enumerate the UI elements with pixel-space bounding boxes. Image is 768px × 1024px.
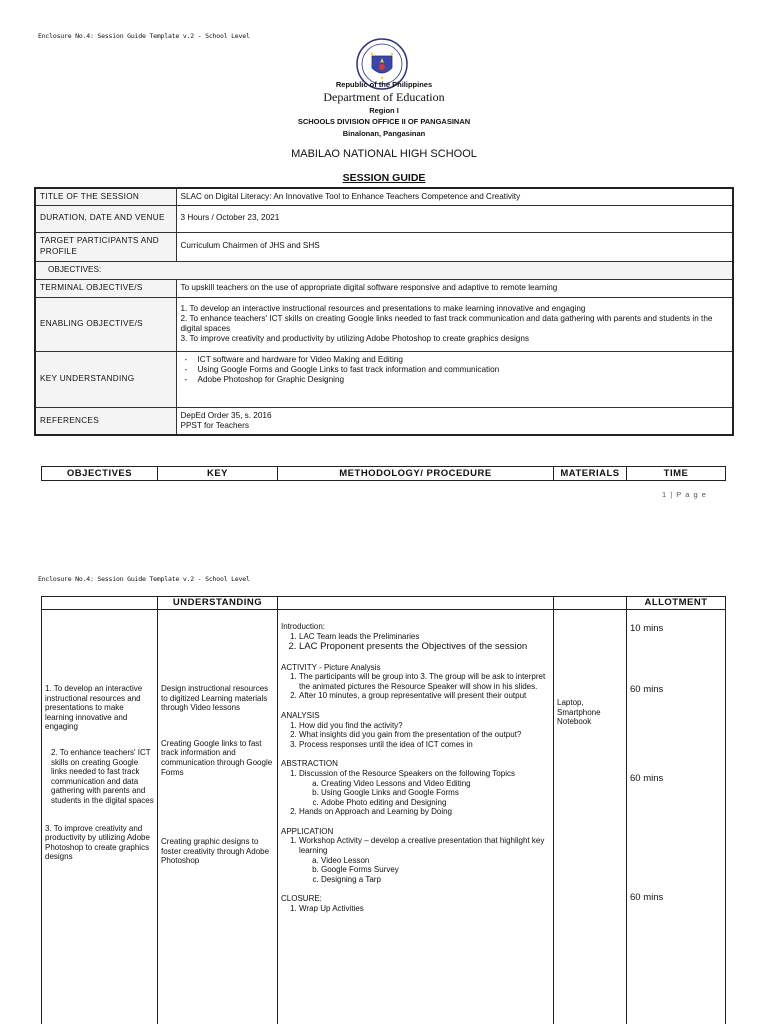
division-label: SCHOOLS DIVISION OFFICE II OF PANGASINAN [297, 117, 471, 126]
list-item: b. Using Google Links and Google Forms [321, 788, 550, 798]
republic-label: Republic of the Philippines [335, 80, 433, 89]
list-item: a. Video Lesson [321, 856, 550, 866]
table-row [35, 297, 733, 351]
list-item: 2. Hands on Approach and Learning by Doing [299, 807, 550, 817]
list-item: 2. After 10 minutes, a group representative will present their output [299, 691, 550, 701]
list-item: 1. Wrap Up Activities [299, 904, 550, 914]
list-item: 2. What insights did you gain from the presentation of the output? [299, 730, 550, 740]
duration-value: 3 Hours / October 23, 2021 [176, 205, 733, 232]
list-item: PPST for Teachers [180, 420, 249, 430]
list-item: - Using Google Forms and Google Links to fast track information and communication [185, 365, 729, 375]
school-name: MABILAO NATIONAL HIGH SCHOOL [291, 148, 477, 160]
table-row [35, 188, 733, 205]
materials-cell [554, 610, 627, 1024]
list-item: Smartphone [557, 707, 601, 717]
list-item: a. Creating Video Lessons and Video Editing [321, 779, 550, 789]
key-understanding-cell [158, 610, 278, 1024]
session-info-table [34, 187, 734, 436]
intro-heading: Introduction: [281, 622, 326, 631]
table-row [35, 407, 733, 435]
list-item: 3. To improve creativity and productivity by utilizing Adobe Photoshop to create graphics designs [45, 823, 150, 862]
time-value: 60 mins [630, 772, 664, 784]
references-value [176, 407, 733, 435]
list-item: 3. Process responses until the idea of ICT comes in [299, 740, 550, 750]
list-item-text: Workshop Activity – develop a creative presentation that highlight key learning [299, 836, 545, 856]
list-item: 2. LAC Proponent presents the Objectives of the session [299, 641, 550, 652]
activity-heading: ACTIVITY - Picture Analysis [281, 662, 381, 672]
col-objectives: OBJECTIVES [42, 467, 158, 481]
page-number: 1 | P a g e [662, 490, 707, 499]
enabling-label: ENABLING OBJECTIVE/S [35, 297, 176, 351]
terminal-label: TERMINAL OBJECTIVE/S [35, 279, 176, 297]
list-item: 2. To enhance teachers' ICT skills on creating Google links needed to fast track communication and data gathering with parents and students in the digital spaces [180, 313, 713, 333]
table-row [35, 279, 733, 297]
list-item: Notebook [557, 717, 592, 727]
list-item: Design instructional resources to digitized Learning materials through Video lessons [161, 684, 269, 713]
col-materials: MATERIALS [554, 467, 627, 481]
list-item: - ICT software and hardware for Video Making and Editing [185, 355, 729, 365]
list-item: c. Designing a Tarp [321, 875, 550, 885]
table-row [42, 467, 726, 481]
enabling-value [176, 297, 733, 351]
time-cell [627, 610, 726, 1024]
references-label: REFERENCES [35, 407, 176, 435]
application-heading: APPLICATION [281, 826, 334, 836]
list-item: Laptop, [557, 698, 584, 707]
list-item: DepEd Order 35, s. 2016 [180, 410, 272, 420]
list-item: 1. How did you find the activity? [299, 721, 550, 731]
list-item [299, 836, 550, 884]
col-allotment: ALLOTMENT [627, 597, 726, 610]
session-guide-title: SESSION GUIDE [342, 172, 426, 184]
place-label: Binalonan, Pangasinan [342, 129, 426, 138]
list-item: Creating Google links to fast track information and communication through Google Forms [161, 738, 273, 777]
title-value: SLAC on Digital Literacy: An Innovative Tool to Enhance Teachers Competence and Creativity [176, 188, 733, 205]
col-methodology: METHODOLOGY/ PROCEDURE [278, 467, 554, 481]
list-item: - Adobe Photoshop for Graphic Designing [185, 375, 729, 385]
duration-label: DURATION, DATE AND VENUE [35, 205, 176, 232]
methodology-cell [278, 610, 554, 1024]
enclosure-label: Enclosure No.4: Session Guide Template v.2 - School Level [38, 575, 250, 583]
list-item: b. Google Forms Survey [321, 865, 550, 875]
analysis-heading: ANALYSIS [281, 710, 320, 720]
table-row [42, 610, 726, 1024]
list-item-text: Discussion of the Resource Speakers on the following Topics [299, 768, 515, 778]
key-value [176, 351, 733, 407]
col-key: KEY [158, 467, 278, 481]
table-row [35, 261, 733, 279]
closure-heading: CLOSURE: [281, 894, 322, 904]
list-item: 1. The participants will be group into 3. The group will be ask to interpret the animated pictures the Resource Speaker will show in his slides. [299, 672, 550, 691]
procedure-table [41, 596, 726, 1024]
objectives-label: OBJECTIVES: [35, 261, 733, 279]
col-time: TIME [627, 467, 726, 481]
table-row [42, 597, 726, 610]
list-item: 3. To improve creativity and productivity by utilizing Adobe Photoshop to create graphics designs [180, 334, 529, 344]
title-label: TITLE OF THE SESSION [35, 188, 176, 205]
table-row [35, 205, 733, 232]
key-label: KEY UNDERSTANDING [35, 351, 176, 407]
list-item: 2. To enhance teachers' ICT skills on creating Google links needed to fast track communication and data gathering with parents and students in the digital spaces [51, 747, 154, 805]
department-label: Department of Education [323, 90, 445, 104]
list-item: 1. To develop an interactive instructional resources and presentations to make learning innovative and engaging [45, 684, 143, 732]
table-row [35, 232, 733, 261]
region-label: Region I [369, 106, 399, 115]
procedure-header-table [41, 466, 726, 481]
list-item: 1. LAC Team leads the Preliminaries [299, 632, 550, 642]
objectives-cell [42, 610, 158, 1024]
list-item: 1. To develop an interactive instructional resources and presentations to make learning innovative and engaging [180, 303, 586, 313]
time-value: 10 mins [630, 623, 664, 634]
time-value: 60 mins [630, 892, 664, 904]
col-understanding: UNDERSTANDING [158, 597, 278, 610]
enclosure-label: Enclosure No.4: Session Guide Template v.2 - School Level [38, 32, 250, 40]
list-item [299, 769, 550, 807]
table-row [35, 351, 733, 407]
abstraction-heading: ABSTRACTION [281, 759, 338, 769]
target-value: Curriculum Chairmen of JHS and SHS [176, 232, 733, 261]
time-value: 60 mins [630, 684, 664, 696]
list-item: c. Adobe Photo editing and Designing [321, 798, 550, 808]
list-item: Creating graphic designs to foster creativity through Adobe Photoshop [161, 837, 270, 866]
target-label: TARGET PARTICIPANTS AND PROFILE [35, 232, 176, 261]
terminal-value: To upskill teachers on the use of appropriate digital software responsive and adaptive to remote learning [176, 279, 733, 297]
